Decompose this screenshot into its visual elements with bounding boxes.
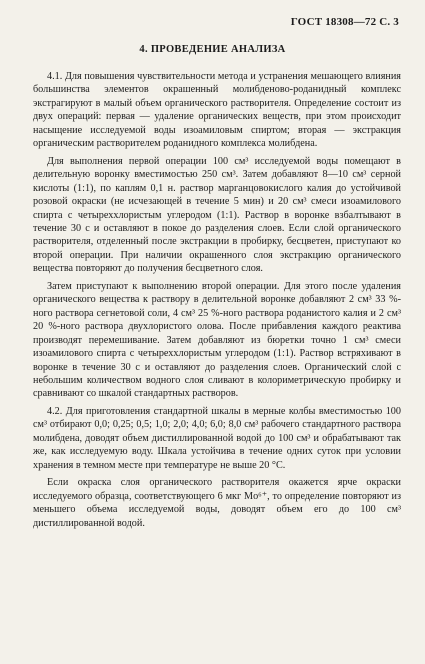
paragraph-repeat-note: Если окраска слоя органического растворителя окажется ярче окраски исследуемого образца, соответствующего 6 мкг Mo⁶⁺, то определение повторяют из меньшего объема исследуемой воды, доводят объем его до 100 см³ дистиллированной водой. [33, 477, 401, 529]
paragraph-4-1: 4.1. Для повышения чувствительности метода и устранения мешающего влияния большинства элементов окрашенный молибденово-роданидный комплекс экстрагируют в малый объем органического растворителя. Определение состоит из двух операций: первая — удаление органических веществ, при этом происходит насыщение исследуемой воды изоамиловым спиртом; вторая — экстракция органическим растворителем роданидного комплекса молибдена. [33, 71, 401, 150]
section-title: 4. ПРОВЕДЕНИЕ АНАЛИЗА [139, 44, 286, 55]
paragraph-second-operation: Затем приступают к выполнению второй операции. Для этого после удаления органического вещества к раствору в делительной воронке добавляют 2 см³ 33 %-ного раствора сегнетовой соли, 4 см³ 25 %-ного раствора роданистого калия и 2 см³ 20 %-ного раствора двухлористого олова. После прибавления каждого реактива производят перемешивание. Затем добавляют из бюретки точно 1 см³ смеси изоамилового спирта с четыреххлористым углеродом (1:1). Раствор встряхивают в воронке в течение 30 с и оставляют до разделения слоев. Органический слой с небольшим количеством водного слоя сливают в колориметрическую пробирку и сравнивают со шкалой стандартных растворов. [33, 280, 401, 400]
page-header: ГОСТ 18308—72 С. 3 [290, 16, 399, 28]
document-body [33, 70, 401, 534]
paragraph-first-operation: Для выполнения первой операции 100 см³ исследуемой воды помещают в делительную воронку вместимостью 250 см³. Затем добавляют 8—10 см³ серной кислоты (1:1), по каплям 0,1 н. раствор марганцовокислого калия до устойчивой розовой окраски (не исчезающей в течение 5 мин) и 20 см³ смеси изоамилового спирта с четыреххлористым углеродом (1:1). Раствор в воронке взбалтывают в течение 30 с и оставляют в покое до разделения слоев. Если слой органического растворителя, отделенный после экстракции в пробирку, бесцветен, приступают ко второй операции. При наличии окрашенного слоя экстракцию органического вещества повторяют до получения бесцветного слоя. [33, 155, 401, 275]
paragraph-4-2: 4.2. Для приготовления стандартной шкалы в мерные колбы вместимостью 100 см³ отбирают 0,0; 0,25; 0,5; 1,0; 2,0; 4,0; 6,0; 8,0 см³ рабочего стандартного раствора молибдена, доводят объем дистиллированной водой до 100 см³ и обрабатывают так же, как исследуемую воду. Шкала устойчива в течение одних суток при условии хранения в темном месте при температуре не выше 20 °С. [33, 405, 401, 471]
